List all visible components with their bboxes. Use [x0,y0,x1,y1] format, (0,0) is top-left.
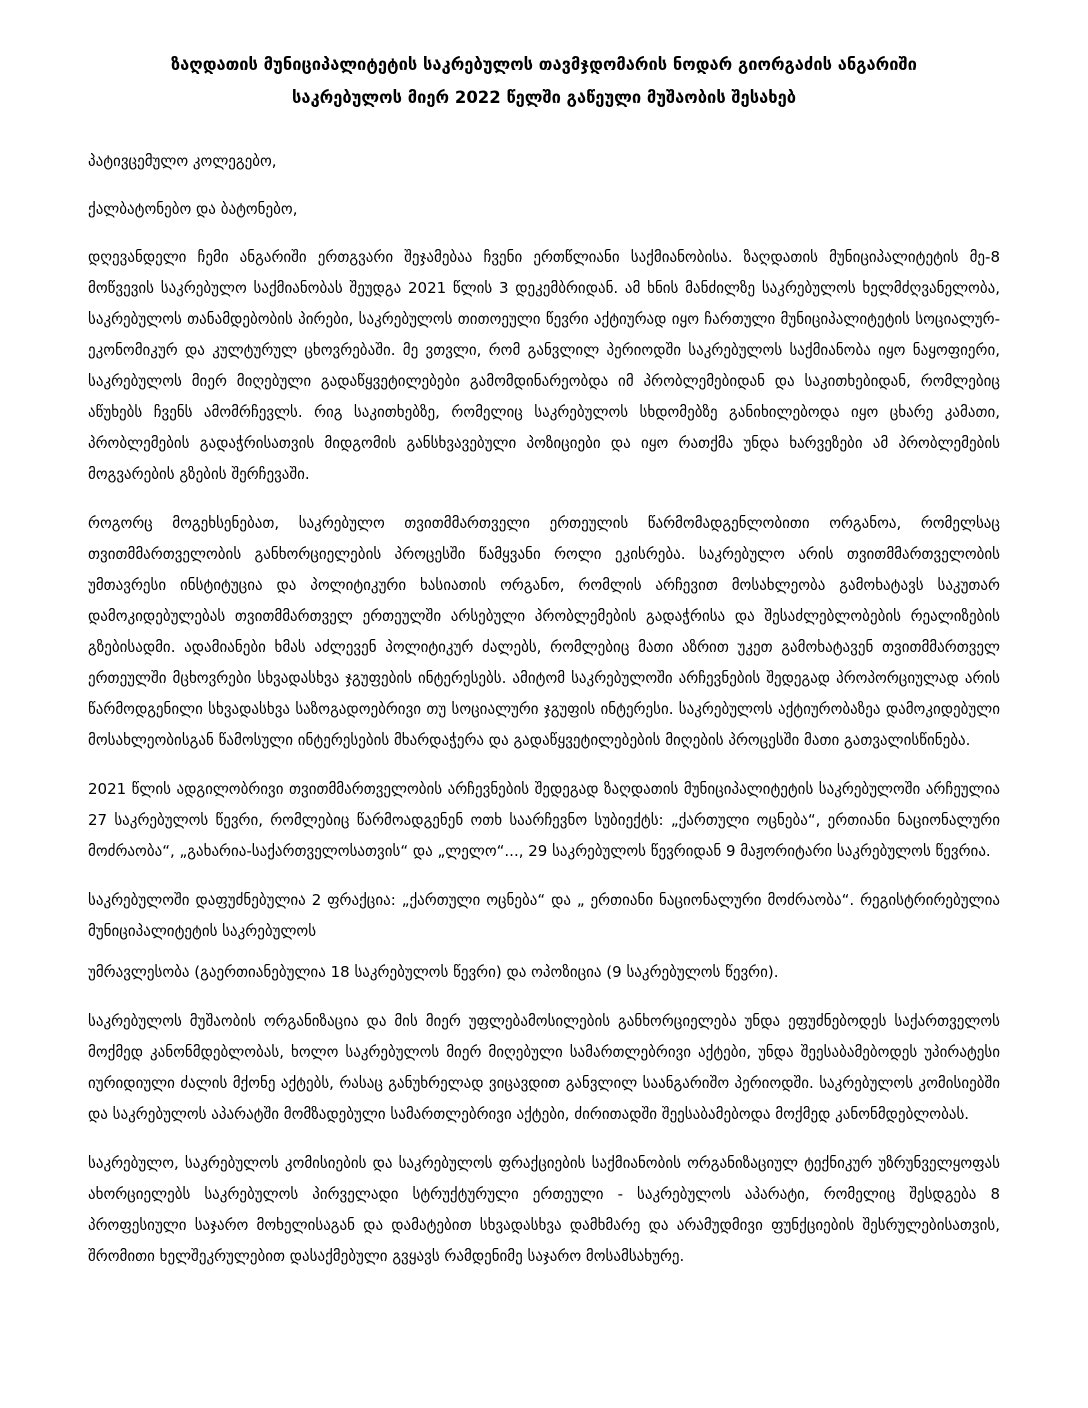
paragraph-elections: 2021 წლის ადგილობრივი თვითმმართველობის არჩევნების შედეგად ზაღდათის მუნიციპალიტეტის საკრებულოში არჩეულია 27 საკრებულოს წევრი, რომლებიც წარმოადგენენ ოთხ საარჩევნო სუბიექტს: „ქართული ოცნება“, ერთიანი ნაციონალური მოძრაობა“, „გახარია-საქართველოსათვის“ და „ლელო“..., 29 საკრებულოს წევრიდან 9 მაჟორიტარი საკრებულოს წევრია. [88,780,1000,860]
paragraph-majority-opposition: უმრავლესობა (გაერთიანებულია 18 საკრებულოს წევრი) და ოპოზიცია (9 საკრებულოს წევრი). [88,963,779,981]
document-title-line-2: საკრებულოს მიერ 2022 წელში გაწეული მუშაობის შესახებ [291,88,797,107]
paragraph-legal-acts: საკრებულოს მუშაობის ორგანიზაცია და მის მიერ უფლებამოსილების განხორციელება უნდა ეფუძნებოდეს საქართველოს მოქმედ კანონმდებლობას, ხოლო საკრებულოს მიერ მიღებული სამართლებრივი აქტები, უნდა შეესაბამებოდეს უპირატესი იურიდიული ძალის მქონე აქტებს, რასაც განუხრელად ვიცავდით განვლილ საანგარიშო პერიოდში. საკრებულოს კომისიებში და საკრებულოს აპარატში მომზადებული სამართლებრივი აქტები, ძირითადში შეესაბამებოდა მოქმედ კანონმდებლობას. [88,1012,1000,1123]
paragraph-factions: საკრებულოში დაფუძნებულია 2 ფრაქცია: „ქართული ოცნება“ და „ ერთიანი ნაციონალური მოძრაობა“. რეგისტრირებულია მუნიციპალიტეტის საკრებულოს [88,891,1000,940]
document-title-line-1: ზაღდათის მუნიციპალიტეტის საკრებულოს თავმჯდომარის ნოდარ გიორგაძის ანგარიში [171,55,917,74]
document-page [88,48,1000,1290]
paragraph-apparatus: საკრებულო, საკრებულოს კომისიების და საკრებულოს ფრაქციების საქმიანობის ორგანიზაციულ ტექნიკურ უზრუნველყოფას ახორციელებს საკრებულოს პირველადი სტრუქტურული ერთეული - საკრებულოს აპარატი, რომელიც შესდგება 8 პროფესიული საჯარო მოხელისაგან და დამატებით სხვადასხვა დამხმარე და არამუდმივი ფუნქციების შესრულებისათვის, შრომითი ხელშეკრულებით დასაქმებული გვყავს რამდენიმე საჯარო მოსამსახურე. [88,1154,1000,1265]
salutation-colleagues: პატივცემულო კოლეგებო, [88,152,277,170]
document-title [88,48,1000,114]
paragraph-council-role: როგორც მოგეხსენებათ, საკრებულო თვითმმართველი ერთეულის წარმომადგენლობითი ორგანოა, რომელსაც თვითმმართველობის განხორციელების პროცესში წამყვანი როლი ეკისრება. საკრებულო არის თვითმმართველობის უმთავრესი ინსტიტუცია და პოლიტიკური ხასიათის ორგანო, რომლის არჩევით მოსახლეობა გამოხატავს საკუთარ დამოკიდებულებას თვითმმართველ ერთეულში არსებული პრობლემების გადაჭრისა და შესაძლებლობების რეალიზების გზებისადმი. ადამიანები ხმას აძლევენ პოლიტიკურ ძალებს, რომლებიც მათი აზრით უკეთ გამოხატავენ თვითმმართველ ერთეულში მცხოვრები სხვადასხვა ჯგუფების ინტერესებს. ამიტომ საკრებულოში არჩევნების შედეგად პროპორციულად არის წარმოდგენილი სხვადასხვა საზოგადოებრივი თუ სოციალური ჯგუფის ინტერესი. საკრებულოს აქტიურობაზეა დამოკიდებული მოსახლეობისგან წამოსული ინტერესების მხარდაჭერა და გადაწყვეტილებების მიღების პროცესში მათი გათვალისწინება. [88,514,1000,749]
salutation-ladies-gentlemen: ქალბატონებო და ბატონებო, [88,200,298,218]
paragraph-intro: დღევანდელი ჩემი ანგარიში ერთგვარი შეჯამებაა ჩვენი ერთწლიანი საქმიანობისა. ზაღდათის მუნიციპალიტეტის მე-8 მოწვევის საკრებულო საქმიანობას შეუდგა 2021 წლის 3 დეკემბრიდან. ამ ხნის მანძილზე საკრებულოს ხელმძღვანელობა, საკრებულოს თანამდებობის პირები, საკრებულოს თითოეული წევრი აქტიურად იყო ჩართული მუნიციპალიტეტის სოციალურ-ეკონომიკურ და კულტურულ ცხოვრებაში. მე ვთვლი, რომ განვლილ პერიოდში საკრებულოს საქმიანობა იყო ნაყოფიერი, საკრებულოს მიერ მიღებული გადაწყვეტილებები გამომდინარეობდა იმ პრობლემებიდან და საკითხებიდან, რომლებიც აწუხებს ჩვენს ამომრჩევლს. რიგ საკითხებზე, რომელიც საკრებულოს სხდომებზე განიხილებოდა იყო ცხარე კამათი, პრობლემების გადაჭრისათვის მიდგომის განსხვავებული პოზიციები და იყო რათქმა უნდა ხარვეზები ამ პრობლემების მოგვარების გზების შერჩევაში. [88,248,1000,483]
